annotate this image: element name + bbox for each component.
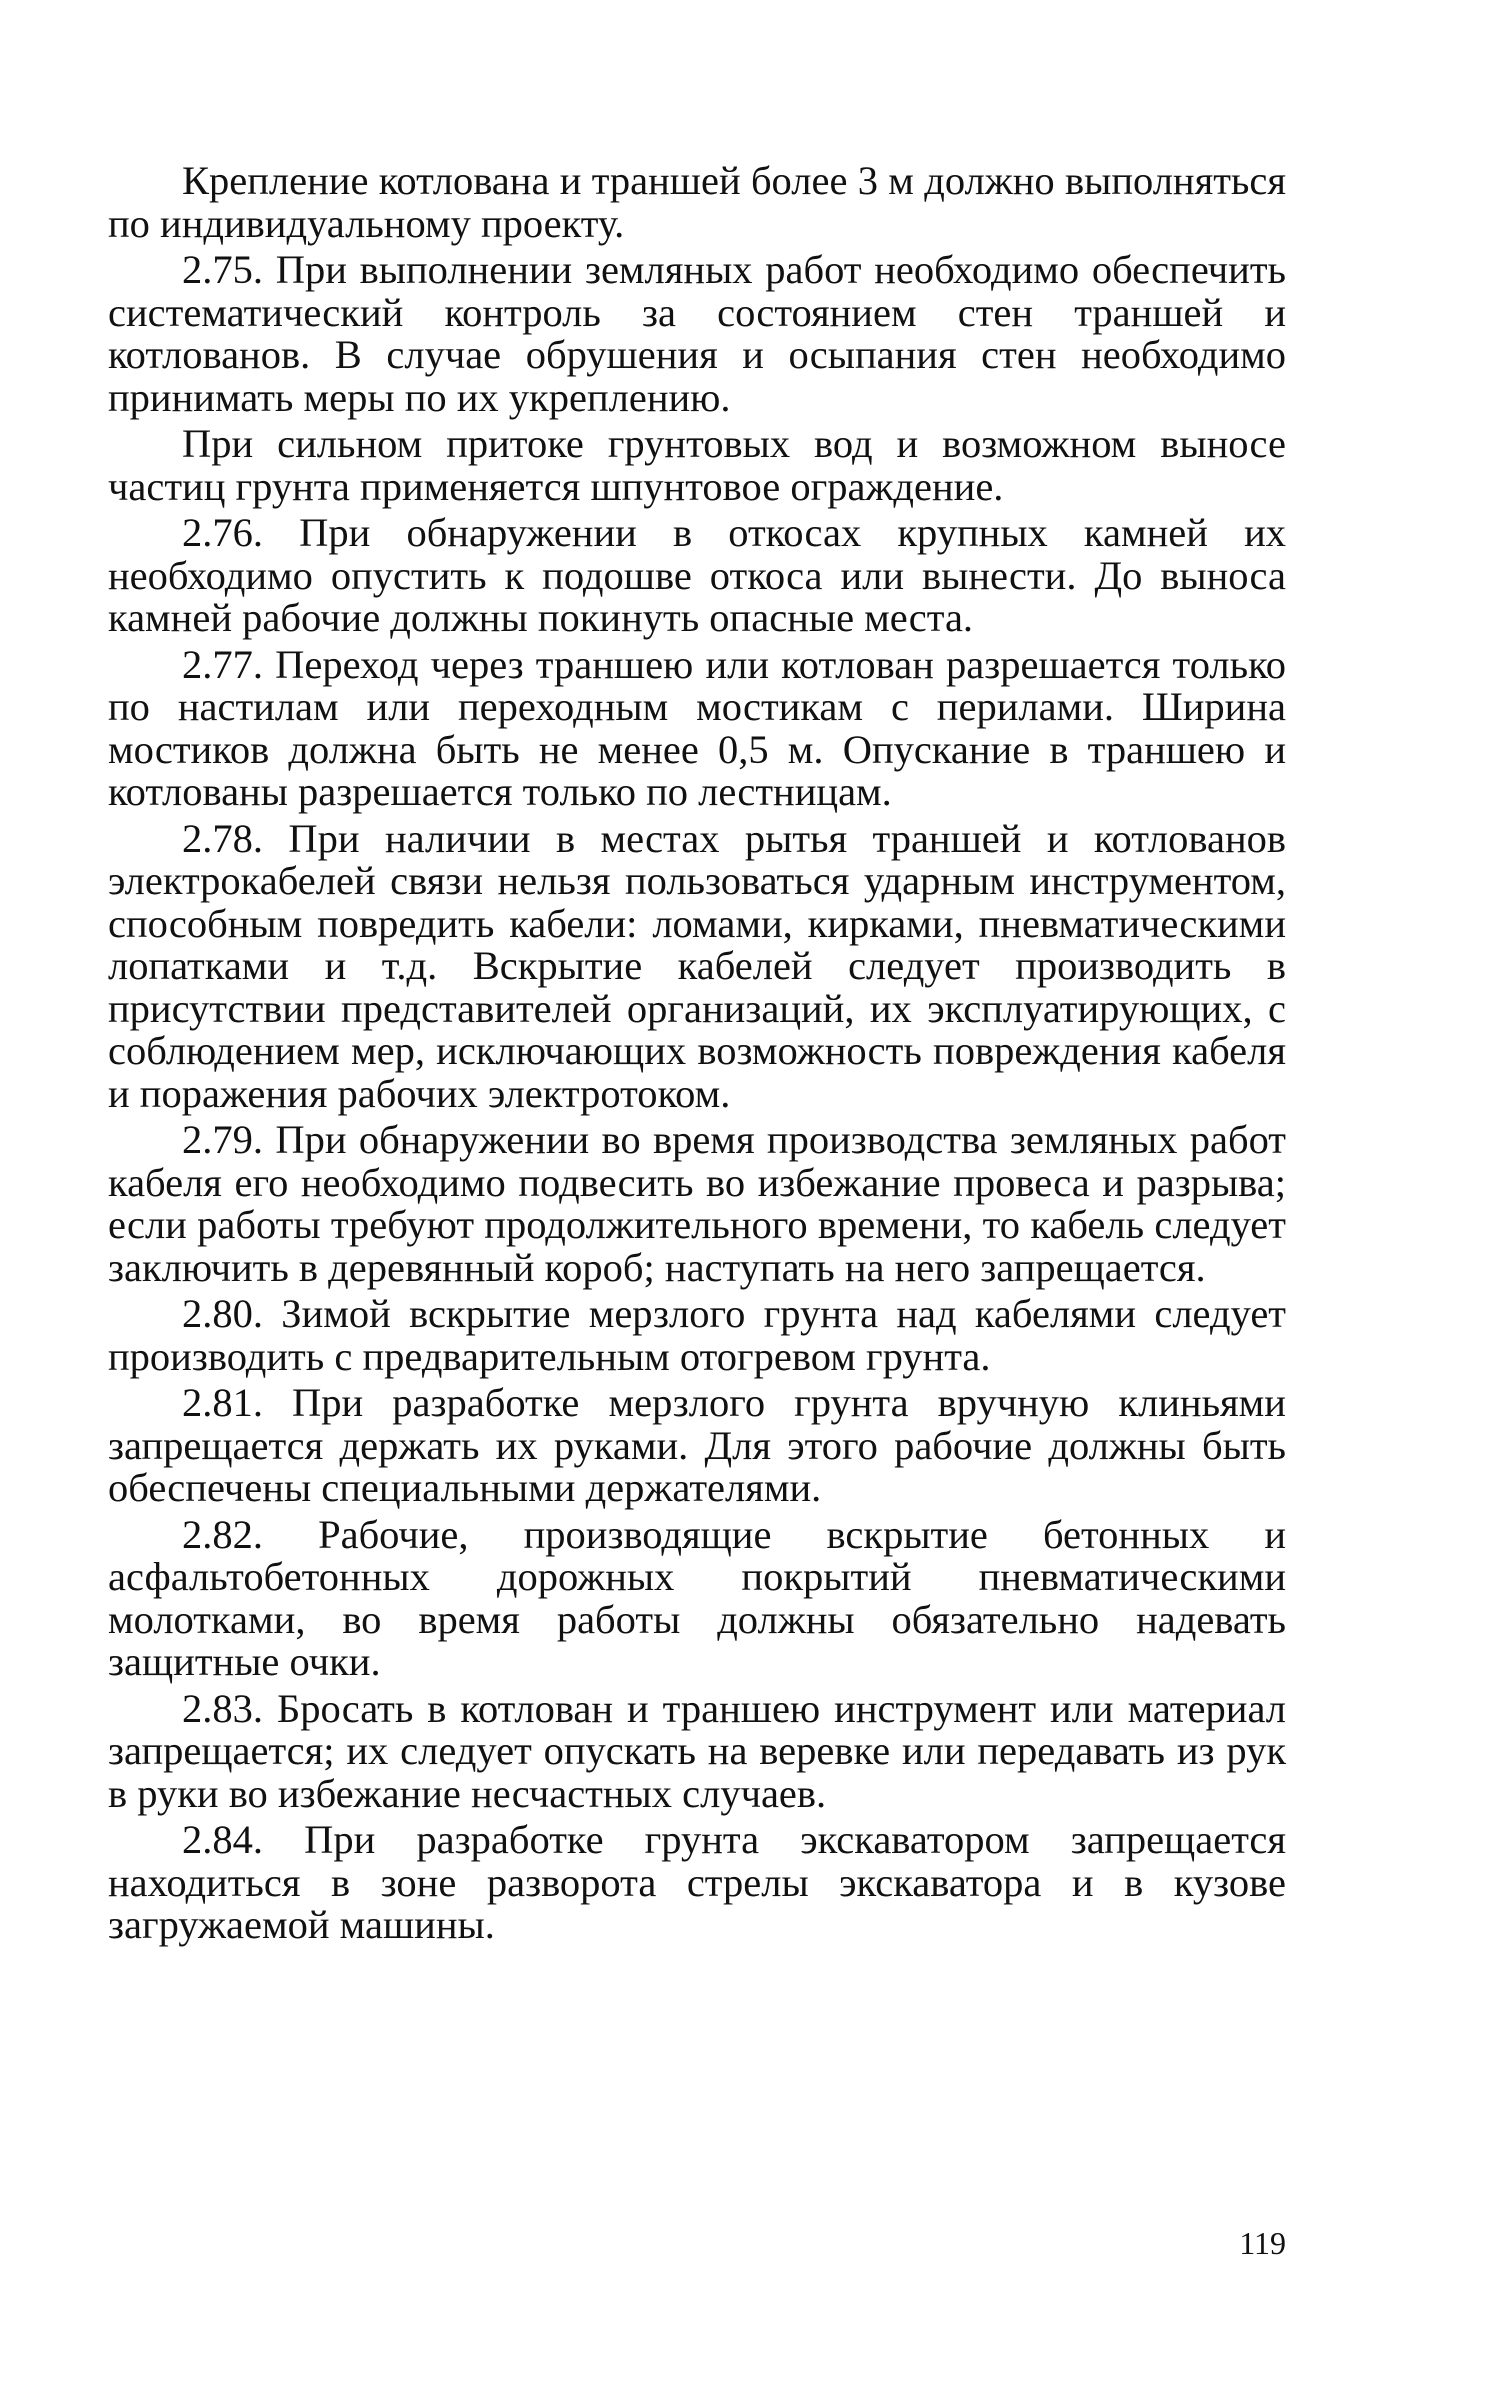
paragraph-sheet-piling: При сильном притоке грунтовых вод и возможном выносе частиц грунта применяется шпунтовое ограждение. bbox=[108, 421, 1286, 509]
paragraph-2-78: 2.78. При наличии в местах рытья траншей и котлованов электрокабелей связи нельзя пользоваться ударным инструментом, способным повредить кабели: ломами, кирками, пневматическими лопатками и т.д. Вскрытие кабелей следует производить в присутствии представителей организаций, их эксплуатирующих, с соблюдением мер, исключающих возможность повреждения кабеля и поражения рабочих электротоком. bbox=[108, 815, 1286, 1116]
body-text bbox=[108, 160, 1286, 1951]
paragraph-2-81: 2.81. При разработке мерзлого грунта вручную клиньями запрещается держать их руками. Для этого рабочие должны быть обеспечены специальными держателями. bbox=[108, 1380, 1286, 1510]
paragraph-intro: Крепление котлована и траншей более 3 м должно выполняться по индивидуальному проекту. bbox=[108, 158, 1286, 246]
paragraph-2-76: 2.76. При обнаружении в откосах крупных камней их необходимо опустить к подошве откоса или вынести. До выноса камней рабочие должны покинуть опасные места. bbox=[108, 510, 1286, 640]
paragraph-2-79: 2.79. При обнаружении во время производства земляных работ кабеля его необходимо подвесить во избежание провеса и разрыва; если работы требуют продолжительного времени, то кабель следует заключить в деревянный короб; наступать на него запрещается. bbox=[108, 1117, 1286, 1290]
paragraph-2-77: 2.77. Переход через траншею или котлован разрешается только по настилам или переходным мостикам с перилами. Ширина мостиков должна быть не менее 0,5 м. Опускание в траншею и котлованы разрешается только по лестницам. bbox=[108, 641, 1286, 814]
paragraph-2-75: 2.75. При выполнении земляных работ необходимо обеспечить систематический контроль за состоянием стен траншей и котлованов. В случае обрушения и осыпания стен необходимо принимать меры по их укреплению. bbox=[108, 247, 1286, 420]
paragraph-2-80: 2.80. Зимой вскрытие мерзлого грунта над кабелями следует производить с предварительным отогревом грунта. bbox=[108, 1291, 1286, 1379]
paragraph-2-82: 2.82. Рабочие, производящие вскрытие бетонных и асфальтобетонных дорожных покрытий пневматическими молотками, во время работы должны обязательно надевать защитные очки. bbox=[108, 1511, 1286, 1684]
paragraph-2-84: 2.84. При разработке грунта экскаватором запрещается находиться в зоне разворота стрелы экскаватора и в кузове загружаемой машины. bbox=[108, 1817, 1286, 1947]
page-number: 119 bbox=[1239, 2225, 1286, 2261]
paragraph-2-83: 2.83. Бросать в котлован и траншею инструмент или материал запрещается; их следует опускать на веревке или передавать из рук в руки во избежание несчастных случаев. bbox=[108, 1685, 1286, 1816]
